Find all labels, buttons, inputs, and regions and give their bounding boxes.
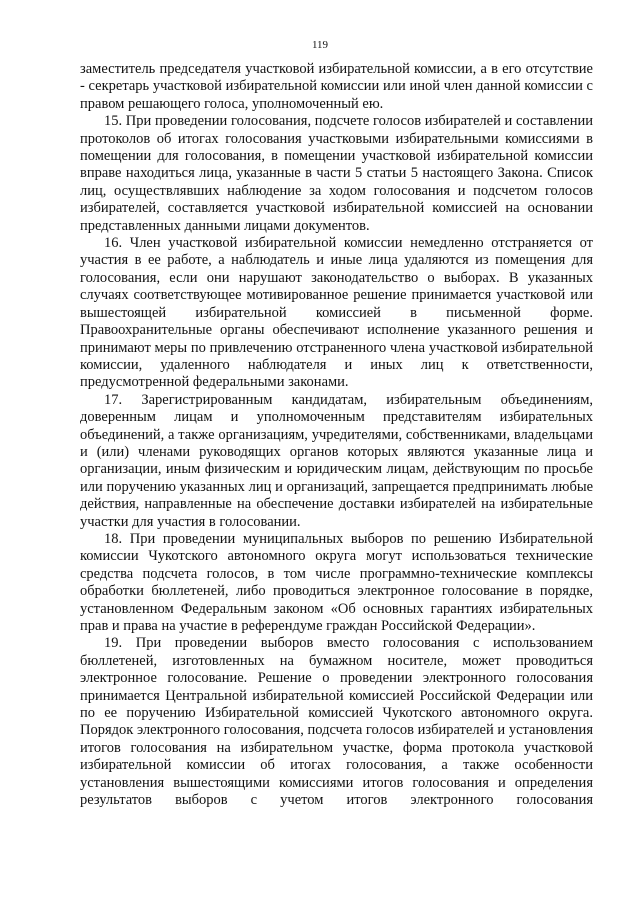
page-number: 119 <box>311 39 329 51</box>
paragraph-continuation: заместитель председателя участковой избирательной комиссии, а в его отсутствие - секретарь участковой избирательной комиссии или иной член данной комиссии с правом решающего голоса, уполномоченный ею. <box>80 61 593 112</box>
paragraph-18: 18. При проведении муниципальных выборов по решению Избирательной комиссии Чукотского автономного округа могут использоваться технические средства подсчета голосов, в том числе программно-технические комплексы обработки бюллетеней, либо проводиться электронное голосование в порядке, установленном Федеральным законом «Об основных гарантиях избирательных прав и права на участие в референдуме граждан Российской Федерации». <box>80 530 593 634</box>
paragraph-15: 15. При проведении голосования, подсчете голосов избирателей и составлении протоколов об итогах голосования участковыми избирательными комиссиями в помещении для голосования, в помещении участковой избирательной комиссии вправе находиться лица, указанные в части 5 статьи 5 настоящего Закона. Список лиц, осуществлявших наблюдение за ходом голосования и подсчетом голосов избирателей, составляется участковой избирательной комиссией на основании представленных данными лицами документов. <box>80 113 593 234</box>
document-body <box>80 61 593 809</box>
paragraph-16: 16. Член участковой избирательной комиссии немедленно отстраняется от участия в ее работе, а наблюдатель и иные лица удаляются из помещения для голосования, если они нарушают законодательство о выборах. В указанных случаях соответствующее мотивированное решение принимается участковой или вышестоящей избирательной комиссией в письменной форме. Правоохранительные органы обеспечивают исполнение указанного решения и принимают меры по привлечению отстраненного члена участковой избирательной комиссии, удаленного наблюдателя и иных лиц к ответственности, предусмотренной федеральными законами. <box>80 235 593 391</box>
paragraph-19: 19. При проведении выборов вместо голосования с использованием бюллетеней, изготовленных на бумажном носителе, может проводиться электронное голосование. Решение о проведении электронного голосования принимается Центральной избирательной комиссией Российской Федерации или по ее поручению Избирательной комиссией Чукотского автономного округа. Порядок электронного голосования, подсчета голосов избирателей и установления итогов голосования на избирательном участке, форма протокола участковой избирательной комиссии об итогах голосования, а также особенности установления вышестоящими комиссиями итогов голосования и определения результатов выборов с учетом итогов электронного голосования <box>80 635 593 809</box>
paragraph-17: 17. Зарегистрированным кандидатам, избирательным объединениям, доверенным лицам и уполномоченным представителям избирательных объединений, а также организациям, учредителями, собственниками, владельцами и (или) членами руководящих органов которых являются указанные лица и организации, иным физическим и юридическим лицам, действующим по просьбе или поручению указанных лиц и организаций, запрещается предпринимать любые действия, направленные на обеспечение доставки избирателей на избирательные участки для участия в голосовании. <box>80 391 593 530</box>
